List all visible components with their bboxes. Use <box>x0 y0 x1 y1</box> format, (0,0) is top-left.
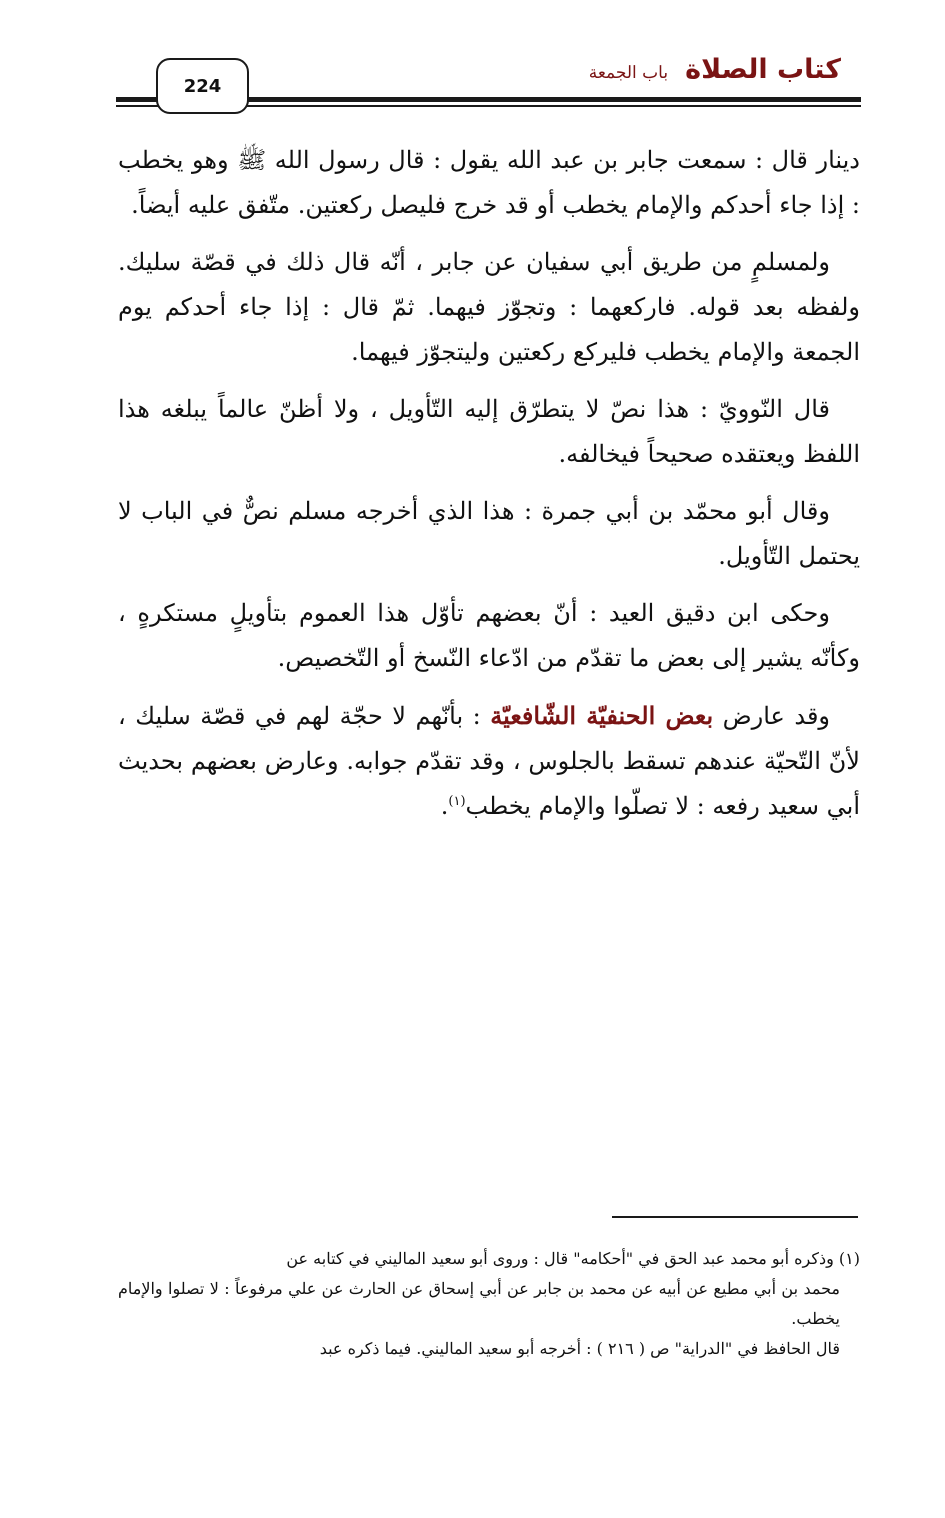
page-header <box>0 0 945 120</box>
highlighted-term: بعض الحنفيّة الشّافعيّة <box>490 701 714 730</box>
paragraph-2: ولمسلمٍ من طريق أبي سفيان عن جابر ، أنّه قال ذلك في قصّة سليك. ولفظه بعد قوله. فاركعهما : وتجوّز فيهما. ثمّ قال : إذا جاء أحدكم يوم الجمعة والإمام يخطب فليركع ركعتين وليتجوّز فيهما. <box>118 248 860 366</box>
book-title: كتاب الصلاة <box>685 54 841 85</box>
paragraph-6 <box>118 693 860 829</box>
footnotes <box>118 1244 860 1364</box>
running-head <box>589 54 841 85</box>
paragraph-6-prefix: وقد عارض <box>722 702 831 730</box>
footnote-reference: (١) <box>448 794 466 809</box>
footnote-line-1: (١) وذكره أبو محمد عبد الحق في "أحكامه" قال : وروى أبو سعيد الماليني في كتابه عن <box>286 1249 860 1268</box>
paragraph-6-end: . <box>440 792 449 820</box>
page-number-box <box>156 58 249 114</box>
footnote-line-2: محمد بن أبي مطيع عن أبيه عن محمد بن جابر عن أبي إسحاق عن الحارث عن علي مرفوعاً : لا تصلوا والإمام يخطب. <box>118 1279 840 1328</box>
main-text <box>118 138 860 841</box>
page-number: 224 <box>183 75 222 97</box>
paragraph-1: دينار قال : سمعت جابر بن عبد الله يقول : قال رسول الله ﷺ وهو يخطب : إذا جاء أحدكم والإمام يخطب أو قد خرج فليصل ركعتين. متّفق عليه أيضاً. <box>118 146 860 219</box>
footnote-separator <box>612 1216 858 1218</box>
paragraph-4: وقال أبو محمّد بن أبي جمرة : هذا الذي أخرجه مسلم نصٌّ في الباب لا يحتمل التّأويل. <box>118 497 860 570</box>
section-title: باب الجمعة <box>588 63 669 83</box>
paragraph-3: قال النّوويّ : هذا نصّ لا يتطرّق إليه التّأويل ، ولا أظنّ عالماً يبلغه هذا اللفظ ويعتقده صحيحاً فيخالفه. <box>118 395 860 468</box>
paragraph-6-rest: : بأنّهم لا حجّة لهم في قصّة سليك ، لأنّ التّحيّة عندهم تسقط بالجلوس ، وقد تقدّم جوابه. وعارض بعضهم بحديث أبي سعيد رفعه : لا تصلّوا والإمام يخطب <box>118 702 860 820</box>
paragraph-5: وحكى ابن دقيق العيد : أنّ بعضهم تأوّل هذا العموم بتأويلٍ مستكرهٍ ، وكأنّه يشير إلى بعض ما تقدّم من ادّعاء النّسخ أو التّخصيص. <box>118 599 860 672</box>
footnote-line-3: قال الحافظ في "الدراية" ص ( ٢١٦ ) : أخرجه أبو سعيد الماليني. فيما ذكره عبد <box>319 1339 840 1358</box>
